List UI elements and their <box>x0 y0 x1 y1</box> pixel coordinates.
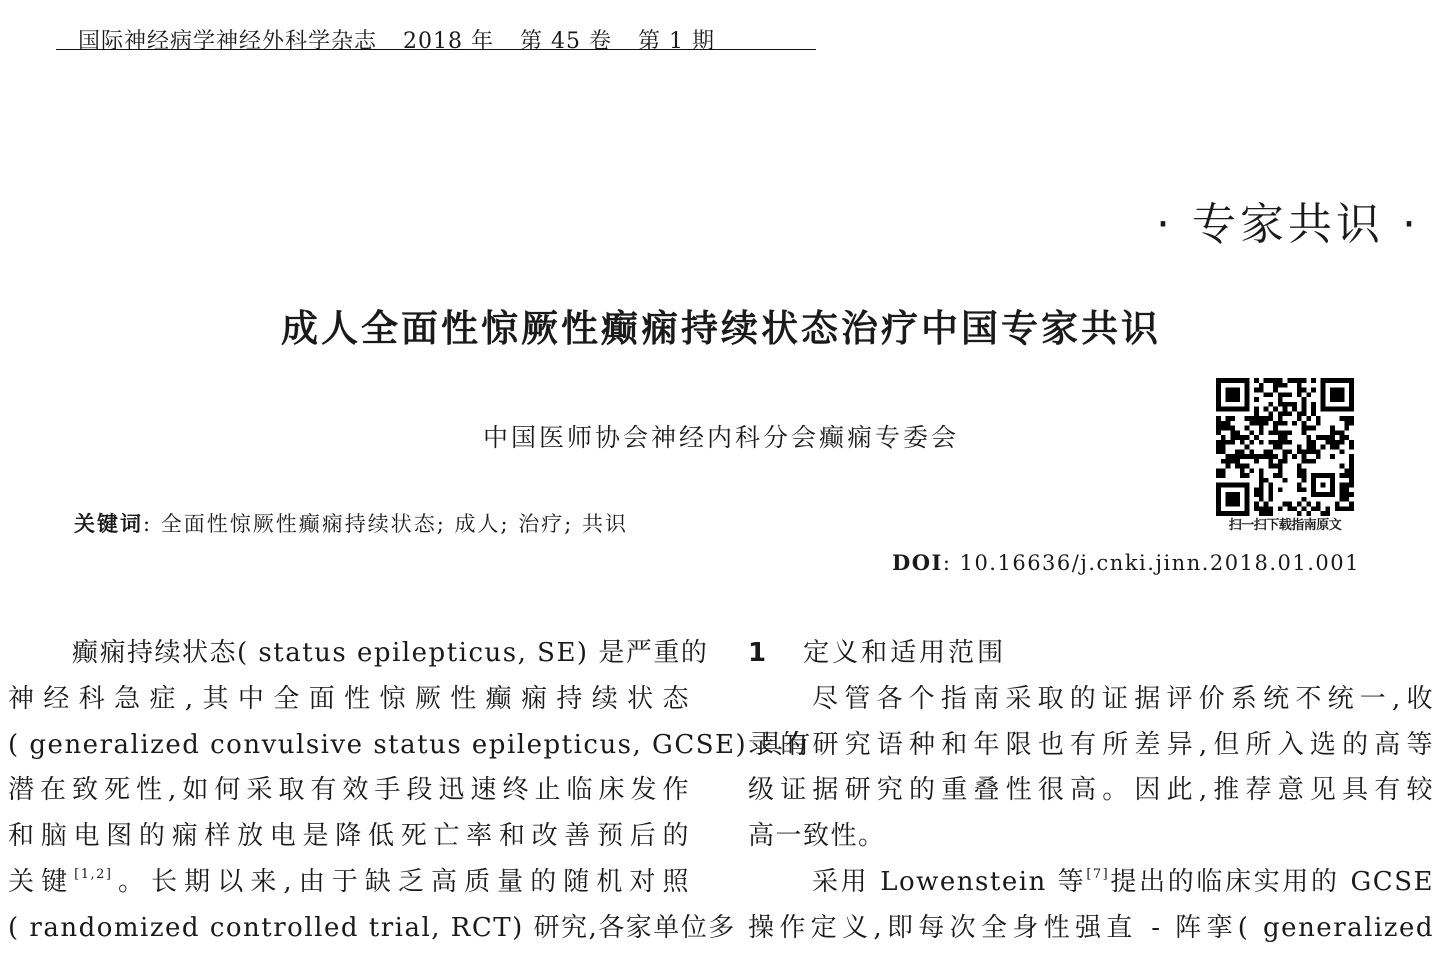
body-text: 提出的临床实用的 GCSE <box>1109 866 1434 897</box>
body-line: 尽管各个指南采取的证据评价系统不统一,收 <box>812 683 1434 714</box>
paper-title: 成人全面性惊厥性癫痫持续状态治疗中国专家共识 <box>281 307 1161 350</box>
running-header <box>78 24 733 55</box>
body-line: 操作定义,即每次全身性强直 - 阵挛( generalized <box>748 912 1434 943</box>
body-line: 高一致性。 <box>748 821 886 852</box>
right-column <box>748 631 1434 952</box>
author-organization: 中国医师协会神经内科分会癫痫专委会 <box>482 423 959 452</box>
left-column <box>8 631 812 952</box>
journal-issue: 第 1 期 <box>637 29 715 54</box>
body-line-with-citation <box>748 860 1434 906</box>
section-tag: · 专家共识 · <box>1156 199 1420 250</box>
section-heading <box>748 631 1434 677</box>
keywords <box>74 508 628 538</box>
section-number: 1 <box>748 638 770 668</box>
body-text: 关键 <box>8 866 75 897</box>
body-line: ( generalized convulsive status epilepticus, GCSE) 具有 <box>8 729 812 760</box>
body-line: ( randomized controlled trial, RCT) 研究,各家单位多 <box>8 912 736 943</box>
keywords-text: : 全面性惊厥性癫痫持续状态; 成人; 治疗; 共识 <box>143 512 629 536</box>
body-line: 癫痫持续状态( status epilepticus, SE) 是严重的 <box>72 638 709 668</box>
journal-volume: 第 45 卷 <box>520 29 612 54</box>
body-text: 采用 Lowenstein 等 <box>812 866 1087 897</box>
doi-value: : 10.16636/j.cnki.jinn.2018.01.001 <box>942 551 1360 575</box>
body-line-with-citation <box>8 860 690 906</box>
body-line: 神经科急症,其中全面性惊厥性癫痫持续状态 <box>8 683 690 714</box>
journal-year: 2018 年 <box>403 29 494 54</box>
body-text: 。长期以来,由于缺乏高质量的随机对照 <box>112 866 690 897</box>
body-line: 录的研究语种和年限也有所差异,但所入选的高等 <box>748 729 1434 760</box>
qr-caption: 扫一扫下载指南原文 <box>1228 518 1342 533</box>
section-title: 定义和适用范围 <box>803 638 1007 668</box>
keywords-label: 关键词 <box>74 512 143 536</box>
citation-ref[interactable]: [1,2] <box>74 866 113 882</box>
doi-label: DOI <box>892 550 943 575</box>
qr-code[interactable] <box>1216 378 1354 516</box>
citation-ref[interactable]: [7] <box>1086 866 1110 882</box>
body-line: 和脑电图的痫样放电是降低死亡率和改善预后的 <box>8 821 690 852</box>
journal-name: 国际神经病学神经外科学杂志 <box>78 29 378 54</box>
body-line: 潜在致死性,如何采取有效手段迅速终止临床发作 <box>8 775 690 806</box>
body-line: 级证据研究的重叠性很高。因此,推荐意见具有较 <box>748 775 1434 806</box>
doi <box>892 550 1360 575</box>
header-rule <box>56 49 816 50</box>
